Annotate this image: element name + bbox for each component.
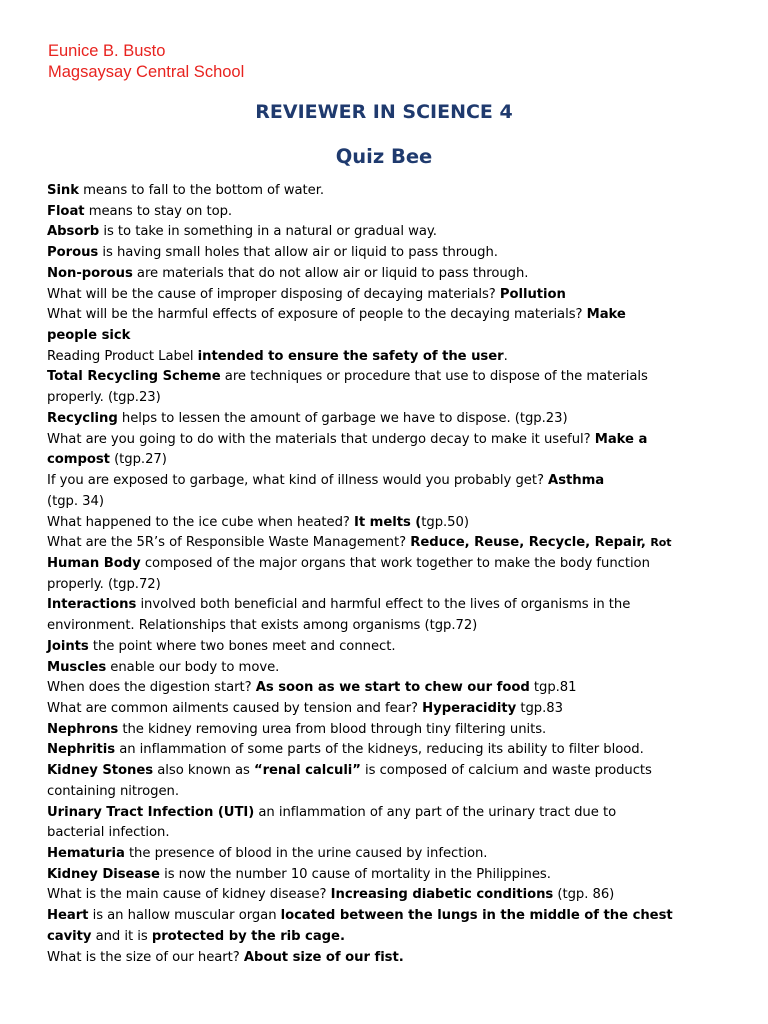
bold-segment: Pollution	[499, 286, 566, 302]
text-line	[47, 927, 723, 948]
bold-segment: Non-porous	[47, 265, 133, 281]
bold-segment: About size of our fist.	[243, 949, 404, 965]
text-line	[47, 885, 723, 906]
text-line	[47, 782, 723, 803]
text-line	[47, 430, 723, 451]
bold-segment: Make	[586, 307, 626, 323]
text-segment: properly. (tgp.72)	[47, 576, 161, 592]
text-segment: are techniques or procedure that use to dispose of the materials	[220, 369, 648, 385]
text-line	[47, 264, 723, 285]
bold-segment: Joints	[47, 638, 89, 654]
school-name: Magsaysay Central School	[48, 63, 245, 81]
bold-segment: intended to ensure the safety of the user	[197, 348, 504, 364]
text-line	[47, 409, 723, 430]
text-line	[47, 471, 723, 492]
bold-segment: It melts (	[354, 514, 422, 530]
bold-segment: located between the lungs in the middle of the chest	[280, 908, 673, 924]
text-segment: Reading Product Label	[47, 348, 198, 364]
document-title: REVIEWER IN SCIENCE 4	[255, 101, 513, 123]
text-segment: the point where two bones meet and connect.	[88, 638, 396, 654]
text-segment: bacterial infection.	[47, 825, 170, 841]
text-segment: an inflammation of any part of the urinary tract due to	[254, 804, 617, 820]
bold-segment: Kidney Stones	[47, 763, 154, 779]
text-segment: are materials that do not allow air or liquid to pass through.	[132, 265, 529, 281]
text-line	[47, 637, 723, 658]
bold-segment: Make a	[594, 431, 648, 447]
text-line	[47, 844, 723, 865]
text-segment: (tgp. 86)	[553, 887, 615, 903]
bold-segment: Nephrons	[47, 721, 119, 737]
bold-segment: Heart	[47, 908, 89, 924]
bold-segment: Muscles	[47, 659, 107, 675]
text-line	[47, 616, 723, 637]
text-segment: tgp.83	[516, 700, 563, 716]
text-line	[47, 492, 723, 513]
document-subtitle: Quiz Bee	[335, 145, 433, 168]
text-segment: If you are exposed to garbage, what kind of illness would you probably get?	[47, 473, 549, 489]
bold-segment: Float	[47, 203, 85, 219]
text-segment: also known as	[153, 763, 254, 779]
text-line	[47, 554, 723, 575]
bold-segment: Asthma	[548, 473, 605, 489]
text-segment: tgp.81	[529, 680, 577, 696]
text-segment: tgp.50)	[421, 514, 469, 530]
text-line	[47, 326, 723, 347]
bold-segment: “renal calculi”	[253, 763, 361, 779]
reviewer-body	[47, 181, 723, 968]
bold-segment: Interactions	[47, 597, 137, 613]
bold-segment: Porous	[47, 245, 99, 261]
text-line	[47, 202, 723, 223]
text-line	[47, 285, 723, 306]
text-segment: is having small holes that allow air or liquid to pass through.	[98, 245, 498, 261]
text-segment: containing nitrogen.	[47, 783, 179, 799]
bold-segment: compost	[47, 452, 110, 468]
text-line	[47, 388, 723, 409]
text-segment: What happened to the ice cube when heated?	[47, 514, 354, 530]
bold-segment: people sick	[47, 328, 131, 344]
text-line	[47, 658, 723, 679]
text-segment: What is the size of our heart?	[47, 949, 244, 965]
text-line	[47, 823, 723, 844]
text-line	[47, 305, 723, 326]
bold-segment: Total Recycling Scheme	[47, 369, 221, 385]
text-line	[47, 865, 723, 886]
text-segment: enable our body to move.	[106, 659, 280, 675]
text-segment: the presence of blood in the urine caused by infection.	[124, 846, 488, 861]
bold-segment: protected by the rib cage.	[151, 928, 345, 944]
text-segment: is an hallow muscular organ	[88, 908, 281, 924]
text-line	[47, 906, 723, 927]
bold-segment: Increasing diabetic conditions	[330, 887, 554, 903]
text-line	[47, 761, 723, 782]
text-line	[47, 699, 723, 720]
bold-segment: Kidney Disease	[47, 866, 160, 882]
text-segment: What are the 5R’s of Responsible Waste Management?	[47, 535, 411, 551]
text-line	[47, 575, 723, 596]
bold-segment: Sink	[47, 183, 79, 198]
text-segment: environment. Relationships that exists among organisms (tgp.72)	[47, 618, 478, 634]
bold-segment: Rot	[650, 536, 672, 550]
bold-segment: As soon as we start to chew our food	[255, 680, 530, 696]
text-line	[47, 243, 723, 264]
text-segment: properly. (tgp.23)	[47, 390, 161, 406]
text-line	[47, 678, 723, 699]
bold-segment: Recycling	[47, 410, 118, 426]
bold-segment: Human Body	[47, 555, 141, 571]
text-segment: What will be the harmful effects of exposure of people to the decaying materials?	[47, 307, 587, 323]
text-segment: is to take in something in a natural or gradual way.	[99, 224, 437, 240]
text-line	[47, 803, 723, 824]
text-segment: (tgp.27)	[109, 452, 167, 468]
text-segment: What will be the cause of improper disposing of decaying materials?	[47, 286, 500, 302]
bold-segment: Hematuria	[47, 846, 125, 861]
bold-segment: Reduce, Reuse, Recycle, Repair,	[410, 535, 651, 551]
text-line	[47, 222, 723, 243]
author-name: Eunice B. Busto	[48, 42, 166, 60]
text-line	[47, 513, 723, 534]
text-segment: .	[503, 348, 508, 364]
text-segment: (tgp. 34)	[47, 493, 104, 509]
text-line	[47, 595, 723, 616]
text-segment: involved both beneficial and harmful effect to the lives of organisms in the	[136, 597, 631, 613]
text-line	[47, 720, 723, 741]
bold-segment: Nephritis	[47, 742, 116, 758]
bold-segment: Urinary Tract Infection (UTI)	[47, 804, 255, 820]
text-line	[47, 450, 723, 471]
text-segment: the kidney removing urea from blood through tiny filtering units.	[118, 721, 547, 737]
text-segment: an inflammation of some parts of the kidneys, reducing its ability to filter blood.	[115, 742, 644, 758]
text-segment: is now the number 10 cause of mortality in the Philippines.	[159, 866, 551, 882]
bold-segment: Hyperacidity	[422, 700, 517, 716]
text-segment: What is the main cause of kidney disease?	[47, 887, 331, 903]
text-segment: What are you going to do with the materials that undergo decay to make it useful?	[47, 431, 595, 447]
text-line	[47, 181, 723, 202]
text-segment: composed of the major organs that work together to make the body function	[140, 555, 650, 571]
bold-segment: Absorb	[47, 224, 100, 240]
text-line	[47, 740, 723, 761]
text-segment: helps to lessen the amount of garbage we have to dispose. (tgp.23)	[117, 410, 568, 426]
text-segment: is composed of calcium and waste products	[360, 763, 652, 779]
text-line	[47, 347, 723, 368]
text-segment: means to fall to the bottom of water.	[78, 183, 325, 198]
text-line	[47, 948, 723, 969]
text-line	[47, 533, 723, 554]
text-line	[47, 367, 723, 388]
text-segment: means to stay on top.	[84, 203, 233, 219]
bold-segment: cavity	[47, 928, 92, 944]
text-segment: What are common ailments caused by tension and fear?	[47, 700, 423, 716]
text-segment: When does the digestion start?	[47, 680, 256, 696]
text-segment: and it is	[91, 928, 152, 944]
author-block	[48, 41, 244, 83]
